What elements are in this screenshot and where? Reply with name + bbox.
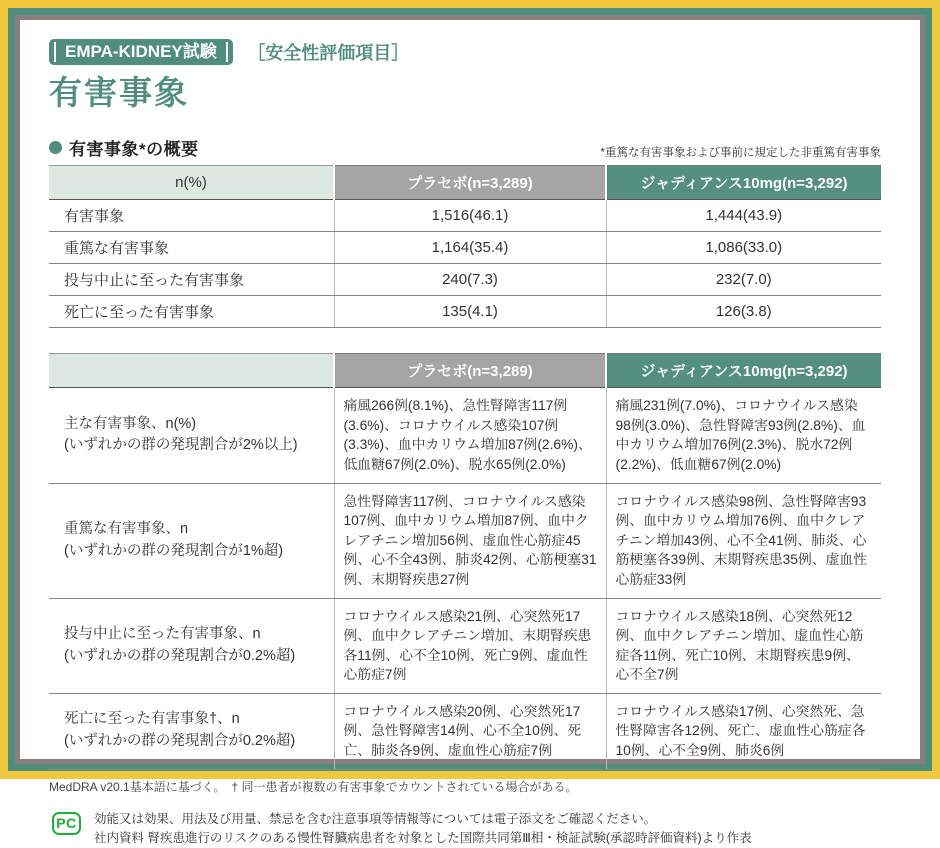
column-header-placebo: プラセボ(n=3,289)	[334, 354, 606, 388]
table-row	[49, 264, 881, 296]
page-content	[20, 20, 920, 845]
placebo-detail: コロナウイルス感染21例、心突然死17例、血中クレアチニン増加、末期腎疾患各11例、心不全10例、死亡9例、虚血性心筋症7例	[334, 598, 606, 693]
footnote: MedDRA v20.1基本語に基づく。 † 同一患者が複数の有害事象でカウントされている場合がある。	[49, 779, 578, 794]
table-row	[49, 598, 881, 693]
jardiance-detail: 痛風231例(7.0%)、コロナウイルス感染98例(3.0%)、急性腎障害93例(2.8%)、血中カリウム増加76例(2.3%)、脱水72例(2.2%)、低血糖67例(2.0%)	[606, 388, 881, 483]
page-title: 有害事象	[49, 74, 189, 112]
jardiance-value: 1,086(33.0)	[606, 232, 881, 264]
header	[49, 39, 881, 112]
bullet-icon	[49, 141, 62, 154]
column-header-blank	[49, 354, 334, 388]
row-label-main: 死亡に至った有害事象†、n	[64, 711, 240, 728]
placebo-value: 1,516(46.1)	[334, 200, 606, 232]
placebo-value: 1,164(35.4)	[334, 232, 606, 264]
jardiance-value: 1,444(43.9)	[606, 200, 881, 232]
row-label	[49, 693, 334, 769]
table-row	[49, 693, 881, 769]
jardiance-detail: コロナウイルス感染98例、急性腎障害93例、血中カリウム増加76例、血中クレアチニン増加43例、心不全41例、肺炎、心筋梗塞各39例、末期腎疾患35例、虚血性心筋症33例	[606, 483, 881, 598]
placebo-detail: コロナウイルス感染20例、心突然死17例、急性腎障害14例、心不全10例、死亡、肺炎各9例、虚血性心筋症7例	[334, 693, 606, 769]
footer-line-1: 効能又は効果、用法及び用量、禁忌を含む注意事項等情報等については電子添文をご確認ください。	[94, 811, 657, 826]
placebo-detail: 痛風266例(8.1%)、急性腎障害117例(3.6%)、コロナウイルス感染107例(3.3%)、血中カリウム増加87例(2.6%)、低血糖67例(2.0%)、脱水65例(2.0%)	[334, 388, 606, 483]
summary-table-header-row	[49, 166, 881, 200]
adverse-events-summary-table	[49, 165, 881, 328]
row-label-condition: (いずれかの群の発現割合が0.2%超)	[64, 647, 296, 664]
row-label	[49, 598, 334, 693]
column-header-jardiance: ジャディアンス10mg(n=3,292)	[606, 354, 881, 388]
table-row	[49, 200, 881, 232]
section-title: 有害事象*の概要	[69, 140, 199, 160]
jardiance-detail: コロナウイルス感染18例、心突然死12例、血中クレアチニン増加、虚血性心筋症各11例、死亡10例、末期腎疾患9例、心不全7例	[606, 598, 881, 693]
row-label-main: 重篤な有害事象、n	[64, 520, 189, 537]
footer	[52, 810, 881, 848]
table-row	[49, 232, 881, 264]
column-header-jardiance: ジャディアンス10mg(n=3,292)	[606, 166, 881, 200]
adverse-events-detail-table	[49, 353, 881, 769]
trial-name-badge	[49, 39, 233, 65]
asterisk-note: *重篤な有害事象および事前に規定した非重篤有害事象	[600, 147, 881, 160]
section-heading	[49, 135, 199, 160]
jardiance-value: 232(7.0)	[606, 264, 881, 296]
column-header-n-percent: n(%)	[49, 166, 334, 200]
pc-mark-icon: PC	[52, 812, 81, 835]
table-row	[49, 483, 881, 598]
placebo-detail: 急性腎障害117例、コロナウイルス感染107例、血中カリウム増加87例、血中クレアチニン増加56例、虚血性心筋症45例、心不全43例、肺炎42例、心筋梗塞31例、末期腎疾患27例	[334, 483, 606, 598]
row-label: 有害事象	[49, 200, 334, 232]
gray-frame	[15, 15, 925, 845]
row-label	[49, 388, 334, 483]
jardiance-detail: コロナウイルス感染17例、心突然死、急性腎障害各12例、死亡、虚血性心筋症各10例、心不全9例、肺炎6例	[606, 693, 881, 769]
row-label: 死亡に至った有害事象	[49, 296, 334, 328]
placebo-value: 135(4.1)	[334, 296, 606, 328]
column-header-placebo: プラセボ(n=3,289)	[334, 166, 606, 200]
row-label-condition: (いずれかの群の発現割合が0.2%超)	[64, 733, 296, 750]
row-label: 投与中止に至った有害事象	[49, 264, 334, 296]
row-label-main: 投与中止に至った有害事象、n	[64, 625, 261, 642]
detail-table-header-row	[49, 354, 881, 388]
jardiance-value: 126(3.8)	[606, 296, 881, 328]
row-label: 重篤な有害事象	[49, 232, 334, 264]
table-row	[49, 296, 881, 328]
section-header-row	[49, 135, 881, 160]
footer-text	[94, 810, 752, 848]
placebo-value: 240(7.3)	[334, 264, 606, 296]
table-row	[49, 388, 881, 483]
row-label-condition: (いずれかの群の発現割合が1%超)	[64, 542, 284, 559]
row-label-main: 主な有害事象、n(%)	[64, 415, 197, 432]
trial-name-label: EMPA-KIDNEY試験	[54, 42, 228, 62]
footer-line-2: 社内資料 腎疾患進行のリスクのある慢性腎臓病患者を対象とした国際共同第Ⅲ相・検証試験(承認時評価資料)より作表	[94, 830, 752, 845]
row-label-condition: (いずれかの群の発現割合が2%以上)	[64, 437, 298, 454]
teal-frame	[8, 8, 932, 845]
row-label	[49, 483, 334, 598]
category-label: ［安全性評価項目］	[247, 43, 410, 64]
